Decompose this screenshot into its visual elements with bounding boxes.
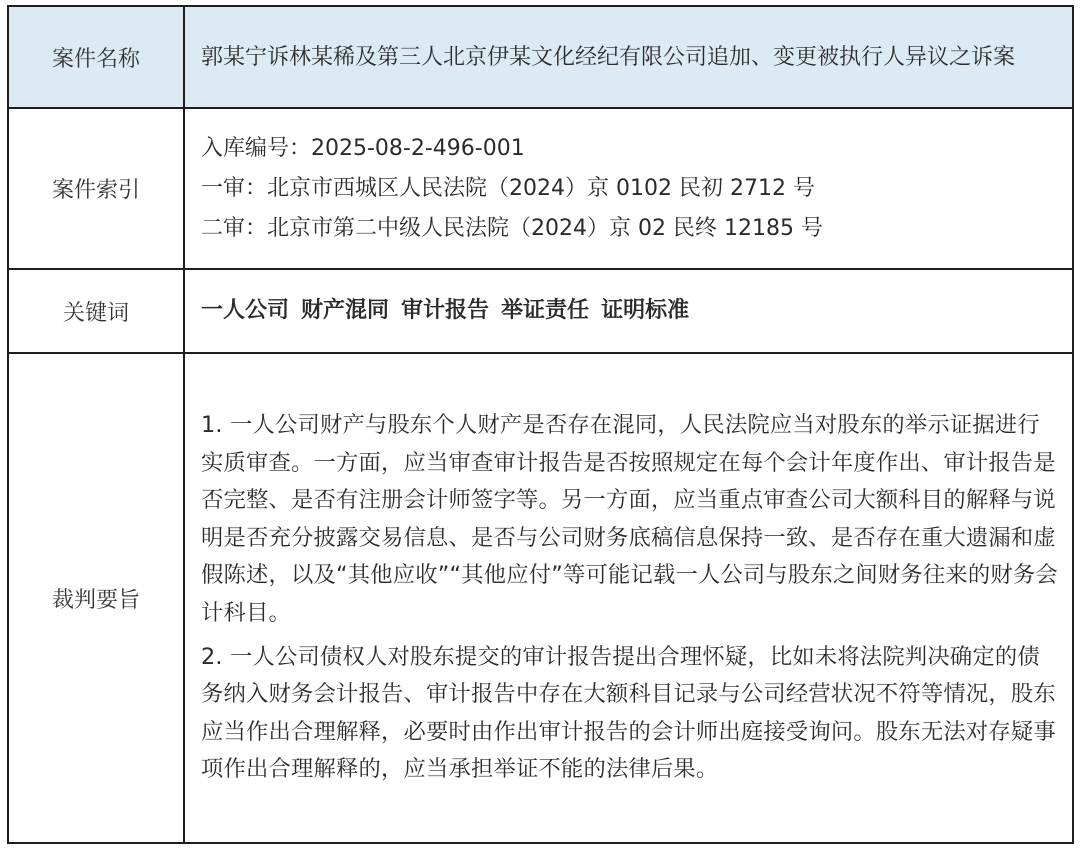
keyword: 审计报告	[401, 298, 490, 323]
row-case-name	[8, 6, 1073, 108]
keyword: 举证责任	[501, 298, 590, 323]
gist-paragraph-1: 1. 一人公司财产与股东个人财产是否存在混同，人民法院应当对股东的举示证据进行实质审查。一方面，应当审查审计报告是否按照规定在每个会计年度作出、审计报告是否完整、是否有注册会计师签字等。另一方面，应当重点审查公司大额科目的解释与说明是否充分披露交易信息、是否与公司财务底稿信息保持一致、是否存在重大遗漏和虚假陈述，以及“其他应收”“其他应付”等可能记载一人公司与股东之间财务往来的财务会计科目。	[201, 412, 1058, 626]
case-name-value: 郭某宁诉林某稀及第三人北京伊某文化经纪有限公司追加、变更被执行人异议之诉案	[184, 6, 1073, 108]
keywords-label: 关键词	[8, 269, 184, 353]
row-case-index	[8, 108, 1073, 269]
archive-number: 入库编号：2025-08-2-496-001	[201, 135, 525, 161]
row-judgment-gist	[8, 353, 1073, 843]
case-name-label: 案件名称	[8, 6, 184, 108]
case-info-table	[7, 5, 1074, 844]
first-instance: 一审：北京市西城区人民法院（2024）京 0102 民初 2712 号	[201, 175, 815, 201]
case-index-value	[184, 108, 1073, 269]
second-instance: 二审：北京市第二中级人民法院（2024）京 02 民终 12185 号	[201, 215, 823, 241]
keyword: 一人公司	[201, 298, 290, 323]
keywords-value	[184, 269, 1073, 353]
case-index-label: 案件索引	[8, 108, 184, 269]
judgment-gist-label: 裁判要旨	[8, 353, 184, 843]
gist-paragraph-2: 2. 一人公司债权人对股东提交的审计报告提出合理怀疑，比如未将法院判决确定的债务纳入财务会计报告、审计报告中存在大额科目记录与公司经营状况不符等情况，股东应当作出合理解释，必要时由作出审计报告的会计师出庭接受询问。股东无法对存疑事项作出合理解释的，应当承担举证不能的法律后果。	[201, 643, 1056, 783]
keyword: 财产混同	[301, 298, 390, 323]
keyword: 证明标准	[601, 298, 690, 323]
judgment-gist-value	[184, 353, 1073, 843]
row-keywords	[8, 269, 1073, 353]
